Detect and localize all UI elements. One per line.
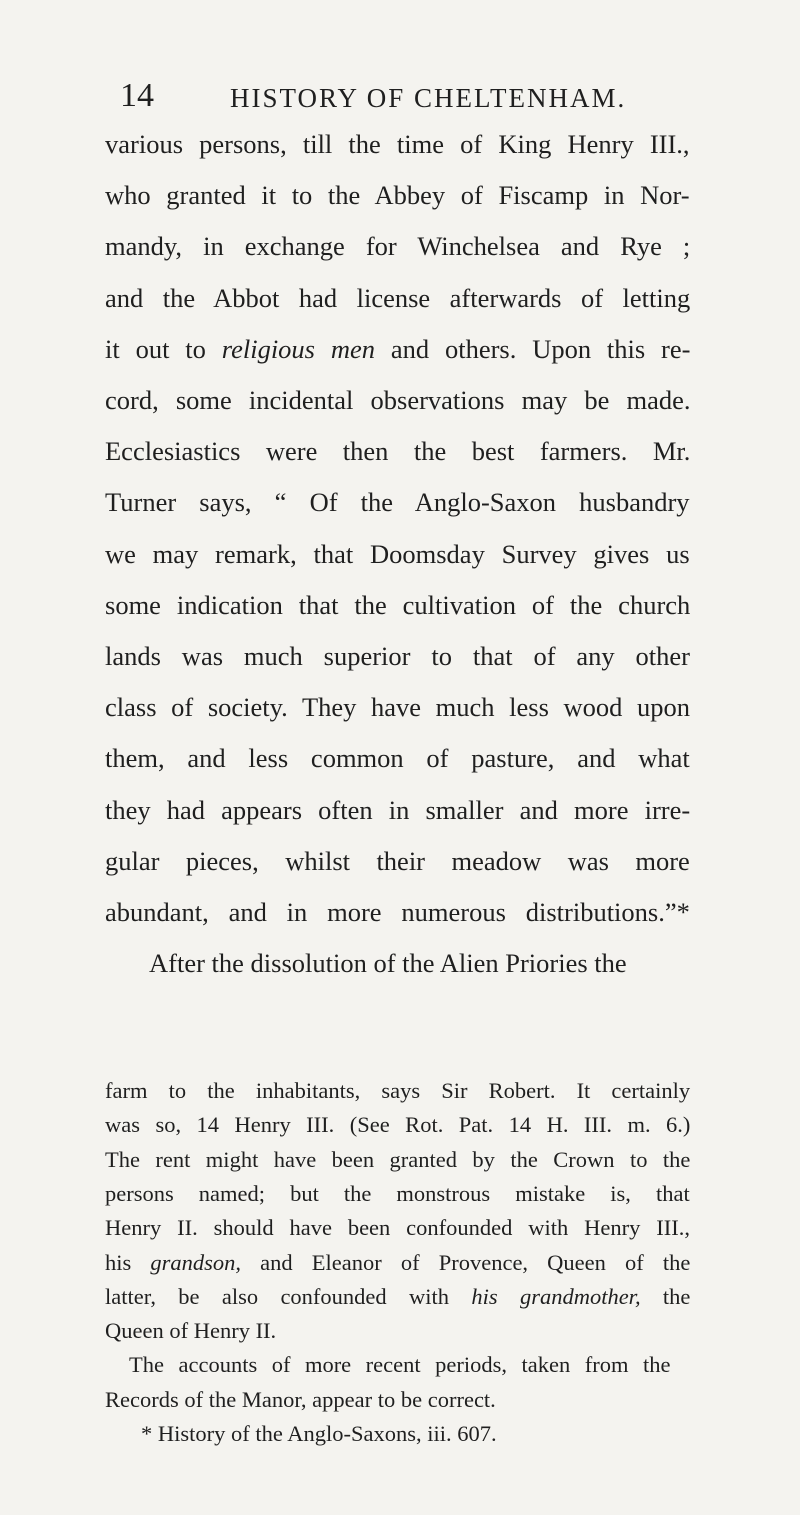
body-line-14: they had appears often in smaller and more irre-: [105, 794, 691, 825]
body-line-16: abundant, and in more numerous distributions.”*: [105, 897, 690, 927]
body-line-13: them, and less common of pasture, and what: [105, 743, 690, 774]
footnote-line-8: Queen of Henry II.: [105, 1318, 277, 1344]
footnote-line-2: was so, 14 Henry III. (See Rot. Pat. 14 H. III. m. 6.): [105, 1112, 691, 1138]
page-number: 14: [120, 77, 154, 114]
body-line-3: mandy, in exchange for Winchelsea and Rye ;: [105, 231, 691, 262]
body-line-12: class of society. They have much less wood upon: [105, 692, 691, 723]
body-line-5: it out to religious men and others. Upon this re-: [105, 333, 691, 364]
footnote-line-6: his grandson, and Eleanor of Provence, Queen of the: [105, 1249, 691, 1275]
footnote-line-5: Henry II. should have been confounded with Henry III.,: [105, 1215, 690, 1241]
body-line-6: cord, some incidental observations may be made.: [105, 385, 691, 415]
body-line-17: After the dissolution of the Alien Priories the: [149, 948, 627, 979]
body-line-10: some indication that the cultivation of the church: [105, 589, 691, 620]
body-line-2: who granted it to the Abbey of Fiscamp in Nor-: [105, 180, 690, 211]
footnote-line-11: * History of the Anglo-Saxons, iii. 607.: [141, 1421, 497, 1446]
footnote-line-10: Records of the Manor, appear to be correct.: [105, 1386, 496, 1412]
body-line-4: and the Abbot had license afterwards of letting: [105, 282, 691, 313]
footnote-line-3: The rent might have been granted by the Crown to the: [105, 1146, 691, 1172]
running-head: HISTORY OF CHELTENHAM.: [230, 83, 627, 113]
italic-text: religious men: [221, 333, 375, 364]
body-line-9: we may remark, that Doomsday Survey gives us: [105, 538, 690, 569]
footnote-line-4: persons named; but the monstrous mistake is, that: [105, 1180, 690, 1206]
footnote-line-7: latter, be also confounded with his grandmother, the: [105, 1283, 691, 1309]
body-line-1: various persons, till the time of King Henry III.,: [105, 129, 690, 159]
italic-text: his grandmother,: [471, 1283, 641, 1309]
body-line-15: gular pieces, whilst their meadow was more: [105, 845, 690, 876]
page-header: [120, 76, 680, 116]
body-line-7: Ecclesiastics were then the best farmers. Mr.: [105, 436, 691, 467]
footnote-line-1: farm to the inhabitants, says Sir Robert. It certainly: [105, 1078, 691, 1103]
italic-text: grandson,: [150, 1249, 242, 1275]
footnote-line-9: The accounts of more recent periods, taken from the: [129, 1352, 671, 1378]
body-line-11: lands was much superior to that of any other: [105, 641, 690, 671]
body-line-8: Turner says, “ Of the Anglo-Saxon husbandry: [105, 487, 690, 518]
